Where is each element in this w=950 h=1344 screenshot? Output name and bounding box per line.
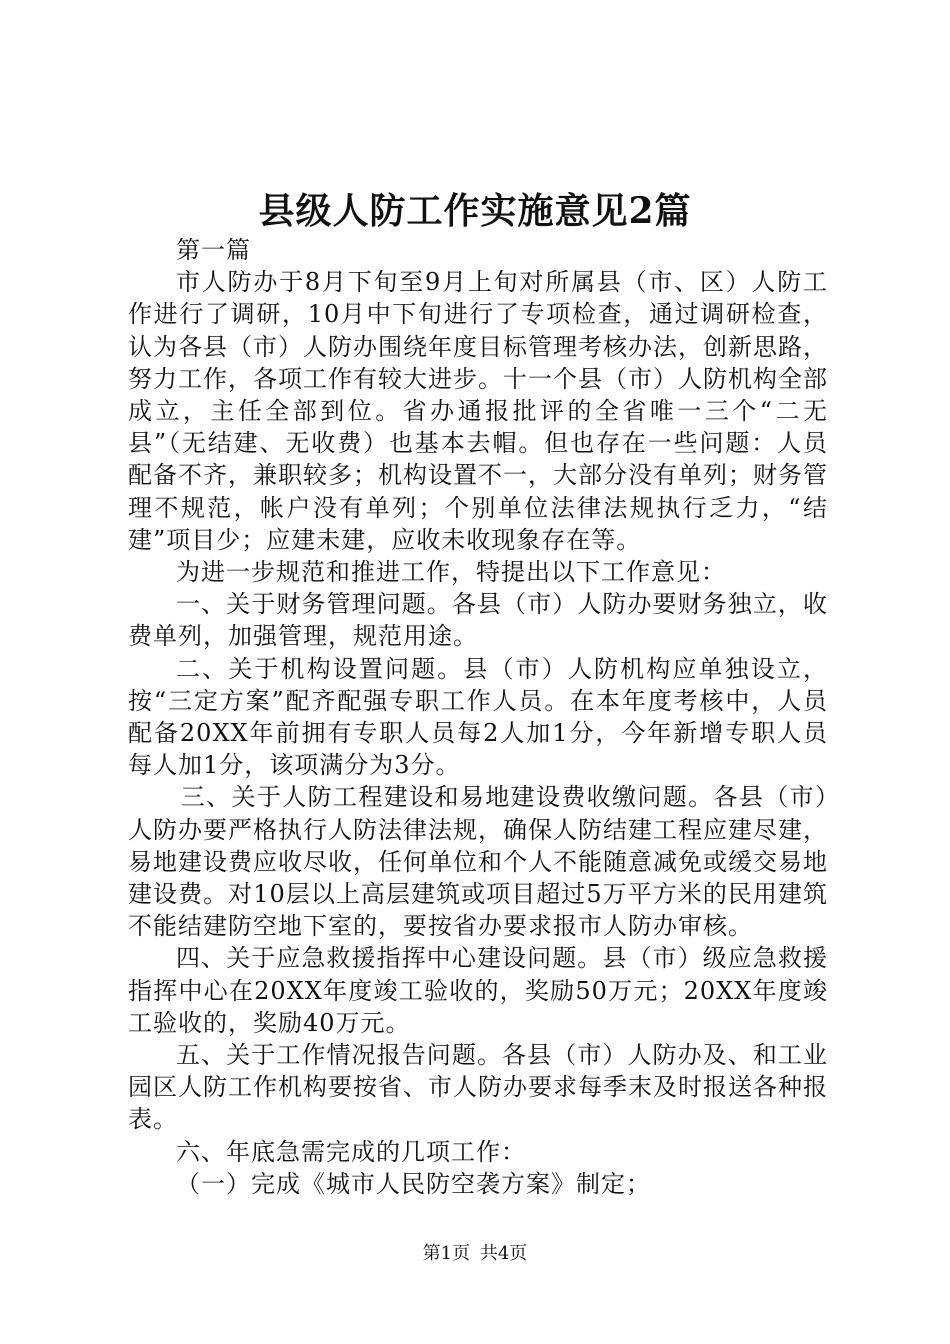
body-paragraph: 三、关于人防工程建设和易地建设费收缴问题。各县（市）人防办要严格执行人防法律法规，确保人防结建工程应建尽建，易地建设费应收尽收，任何单位和个人不能随意减免或缓交易地建设费。对10层以上高层建筑或项目超过5万平方米的民用建筑不能结建防空地下室的，要按省办要求报市人防办审核。	[128, 783, 828, 941]
document-body	[128, 234, 828, 1200]
page-number: 第1页	[422, 1243, 471, 1264]
body-paragraph: 一、关于财务管理问题。各县（市）人防办要财务独立，收费单列，加强管理，规范用途。	[128, 590, 828, 651]
document-title: 县级人防工作实施意见2篇	[258, 190, 692, 232]
section-heading: 第一篇	[176, 236, 251, 264]
body-paragraph: 为进一步规范和推进工作，特提出以下工作意见：	[176, 558, 726, 587]
body-paragraph: 四、关于应急救援指挥中心建设问题。县（市）级应急救援指挥中心在20XX年度竣工验收的，奖励50万元；20XX年度竣工验收的，奖励40万元。	[128, 944, 828, 1037]
body-paragraph: 五、关于工作情况报告问题。各县（市）人防办及、和工业园区人防工作机构要按省、市人防办要求每季末及时报送各种报表。	[128, 1041, 828, 1134]
page-footer	[0, 1240, 950, 1268]
page-total: 共4页	[479, 1243, 528, 1264]
body-paragraph: 六、年底急需完成的几项工作：	[176, 1137, 526, 1166]
body-paragraph: 二、关于机构设置问题。县（市）人防机构应单独设立，按“三定方案”配齐配强专职工作人员。在本年度考核中，人员配备20XX年前拥有专职人员每2人加1分，今年新增专职人员每人加1分，该项满分为3分。	[128, 654, 828, 780]
body-paragraph: 市人防办于8月下旬至9月上旬对所属县（市、区）人防工作进行了调研，10月中下旬进行了专项检查，通过调研检查，认为各县（市）人防办围绕年度目标管理考核办法，创新思路，努力工作，各项工作有较大进步。十一个县（市）人防机构全部成立，主任全部到位。省办通报批评的全省唯一三个“二无县”（无结建、无收费）也基本去帽。但也存在一些问题：人员配备不齐，兼职较多；机构设置不一，大部分没有单列；财务管理不规范，帐户没有单列；个别单位法律法规执行乏力，“结建”项目少；应建未建，应收未收现象存在等。	[128, 268, 828, 554]
body-paragraph: （一）完成《城市人民防空袭方案》制定；	[176, 1169, 651, 1198]
